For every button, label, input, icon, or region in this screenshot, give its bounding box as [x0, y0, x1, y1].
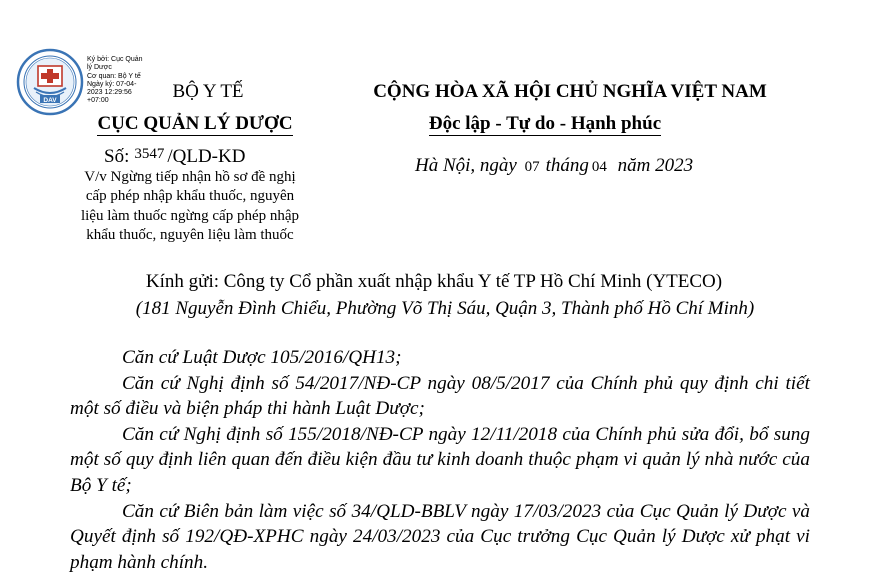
body-paragraph: Căn cứ Nghị định số 54/2017/NĐ-CP ngày 08/5/2017 của Chính phủ quy định chi tiết một số điều và biện pháp thi hành Luật Dược;: [70, 372, 810, 420]
body-paragraph: Căn cứ Luật Dược 105/2016/QH13;: [122, 347, 402, 368]
subject-line: cấp phép nhập khẩu thuốc, nguyên: [85, 188, 295, 205]
national-motto: Độc lập - Tự do - Hạnh phúc: [428, 113, 662, 134]
document-subject: [50, 168, 330, 246]
svg-text:DAV: DAV: [43, 97, 57, 104]
document-number-value: 3547: [134, 146, 165, 162]
department-name: CỤC QUẢN LÝ DƯỢC: [97, 113, 293, 134]
signature-line: lý Dược: [87, 64, 112, 72]
document-number: Số: $^{3547}$ /QLD-KD: [104, 146, 246, 167]
document-date: Hà Nội, ngày 07 tháng 04 năm 2023: [415, 155, 694, 176]
document-body: [70, 345, 810, 575]
national-title: CỘNG HÒA XÃ HỘI CHỦ NGHĨA VIỆT NAM: [373, 81, 767, 102]
ministry-name: BỘ Y TẾ: [172, 81, 244, 102]
body-paragraph: Căn cứ Biên bản làm việc số 34/QLD-BBLV ngày 17/03/2023 của Cục Quản lý Dược và Quyết định số 192/QĐ-XPHC ngày 24/03/2023 của Cục trưởng Cục Quản lý Dược xử phạt vi phạm hành chính.: [70, 500, 810, 573]
signature-line: Cơ quan: Bộ Y tế: [87, 72, 141, 80]
ministry-seal-icon: [16, 48, 84, 116]
subject-line: khẩu thuốc, nguyên liệu làm thuốc: [86, 227, 294, 244]
body-paragraph: Căn cứ Nghị định số 155/2018/NĐ-CP ngày 12/11/2018 của Chính phủ sửa đổi, bổ sung một số quy định liên quan đến điều kiện đầu tư kinh doanh thuộc phạm vi quản lý nhà nước của Bộ Y tế;: [70, 423, 810, 496]
signature-line: Ký bởi: Cục Quản: [87, 56, 143, 63]
subject-line: V/v Ngừng tiếp nhận hồ sơ đề nghị: [84, 169, 296, 185]
date-day: 07: [524, 159, 540, 175]
signature-line: 2023 12:29:56: [87, 89, 132, 97]
recipient-line: Kính gửi: Công ty Cổ phần xuất nhập khẩu Y tế TP Hồ Chí Minh (YTECO): [145, 271, 723, 292]
date-month: 04: [591, 159, 607, 175]
digital-signature-info: [87, 56, 159, 106]
signature-line: +07:00: [87, 97, 109, 105]
recipient-address: (181 Nguyễn Đình Chiểu, Phường Võ Thị Sáu, Quận 3, Thành phố Hồ Chí Minh): [135, 298, 755, 319]
subject-line: liệu làm thuốc ngừng cấp phép nhập: [80, 207, 300, 224]
signature-line: Ngày ký: 07-04-: [87, 80, 137, 88]
